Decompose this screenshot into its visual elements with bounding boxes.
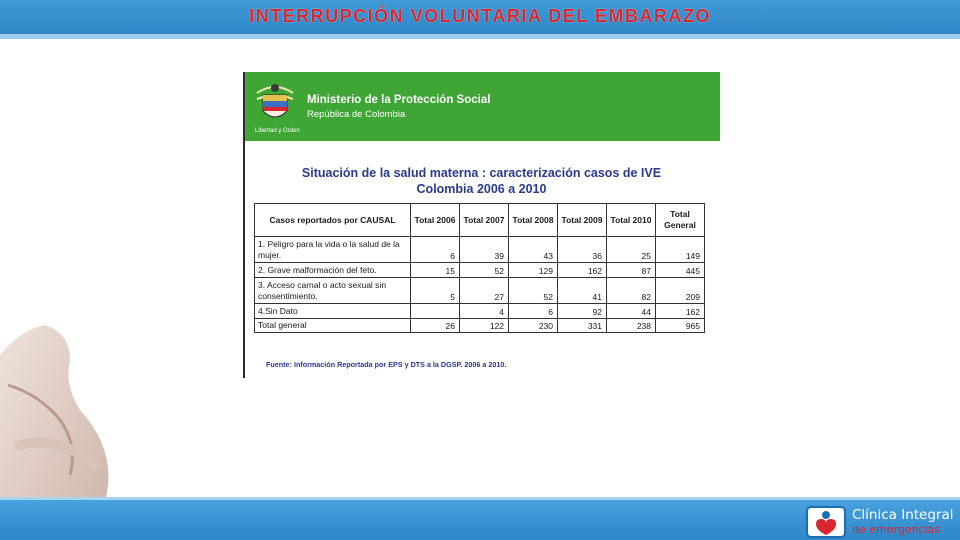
cell-value: 129 bbox=[509, 263, 558, 278]
heart-mother-icon bbox=[808, 508, 844, 536]
cell-value: 52 bbox=[460, 263, 509, 278]
bottom-banner-edge bbox=[0, 497, 960, 500]
table-row bbox=[255, 304, 705, 319]
table-total-row bbox=[255, 319, 705, 333]
cell-value: 44 bbox=[607, 304, 656, 319]
cell-value: 43 bbox=[509, 237, 558, 263]
cell-value: 445 bbox=[656, 263, 705, 278]
column-header: Total 2008 bbox=[509, 204, 558, 237]
cell-value: 4 bbox=[460, 304, 509, 319]
cell-value: 122 bbox=[460, 319, 509, 333]
cell-value: 6 bbox=[509, 304, 558, 319]
document-left-rule bbox=[243, 72, 245, 378]
cell-value: 41 bbox=[558, 278, 607, 304]
cell-value: 82 bbox=[607, 278, 656, 304]
row-label: 3. Acceso carnal o acto sexual sin consentimiento. bbox=[255, 278, 411, 304]
cell-value: 15 bbox=[411, 263, 460, 278]
clinic-logo bbox=[806, 506, 954, 540]
cell-value: 6 bbox=[411, 237, 460, 263]
cell-value: 230 bbox=[509, 319, 558, 333]
clinic-tagline: de emergencias bbox=[852, 523, 941, 536]
document-title-line-2: Colombia 2006 a 2010 bbox=[416, 182, 547, 196]
ministry-name: Ministerio de la Protección Social bbox=[307, 94, 491, 106]
row-label: 4.Sin Dato bbox=[255, 304, 411, 319]
cell-value: 39 bbox=[460, 237, 509, 263]
seal-motto: Libertad y Orden bbox=[255, 128, 300, 134]
table-row bbox=[255, 263, 705, 278]
cell-value: 965 bbox=[656, 319, 705, 333]
row-label: 2. Grave malformación del feto. bbox=[255, 263, 411, 278]
column-header: Casos reportados por CAUSAL bbox=[255, 204, 411, 237]
row-label: Total general bbox=[255, 319, 411, 333]
column-header: Total 2007 bbox=[460, 204, 509, 237]
slide-title: INTERRUPCIÓN VOLUNTARIA DEL EMBARAZO bbox=[249, 6, 711, 26]
cell-value: 26 bbox=[411, 319, 460, 333]
ive-cases-table bbox=[254, 203, 705, 333]
clinic-name: Clínica Integral bbox=[852, 507, 954, 523]
document-title bbox=[243, 165, 720, 197]
cell-value: 238 bbox=[607, 319, 656, 333]
column-header: Total 2009 bbox=[558, 204, 607, 237]
document-title-line-1: Situación de la salud materna : caracterización casos de IVE bbox=[301, 166, 662, 180]
cell-value bbox=[411, 304, 460, 319]
column-header: Total 2010 bbox=[607, 204, 656, 237]
cell-value: 36 bbox=[558, 237, 607, 263]
cell-value: 52 bbox=[509, 278, 558, 304]
cell-value: 92 bbox=[558, 304, 607, 319]
column-header: Total General bbox=[656, 204, 705, 237]
clinic-logo-mark bbox=[806, 506, 846, 538]
top-banner-edge bbox=[0, 34, 960, 39]
cell-value: 162 bbox=[656, 304, 705, 319]
cell-value: 5 bbox=[411, 278, 460, 304]
cell-value: 331 bbox=[558, 319, 607, 333]
cell-value: 162 bbox=[558, 263, 607, 278]
table-row bbox=[255, 278, 705, 304]
ministry-header bbox=[243, 72, 720, 141]
cell-value: 149 bbox=[656, 237, 705, 263]
cell-value: 25 bbox=[607, 237, 656, 263]
source-note: Fuente: Información Reportada por EPS y DTS a la DGSP. 2006 a 2010. bbox=[266, 360, 507, 369]
cell-value: 209 bbox=[656, 278, 705, 304]
cell-value: 27 bbox=[460, 278, 509, 304]
column-header: Total 2006 bbox=[411, 204, 460, 237]
colombia-seal-icon bbox=[253, 79, 297, 127]
republic-name: República de Colombia bbox=[307, 109, 406, 120]
table-row bbox=[255, 237, 705, 263]
cell-value: 87 bbox=[607, 263, 656, 278]
ministry-document-image bbox=[243, 72, 720, 378]
row-label: 1. Peligro para la vida o la salud de la mujer. bbox=[255, 237, 411, 263]
table-header-row bbox=[255, 204, 705, 237]
